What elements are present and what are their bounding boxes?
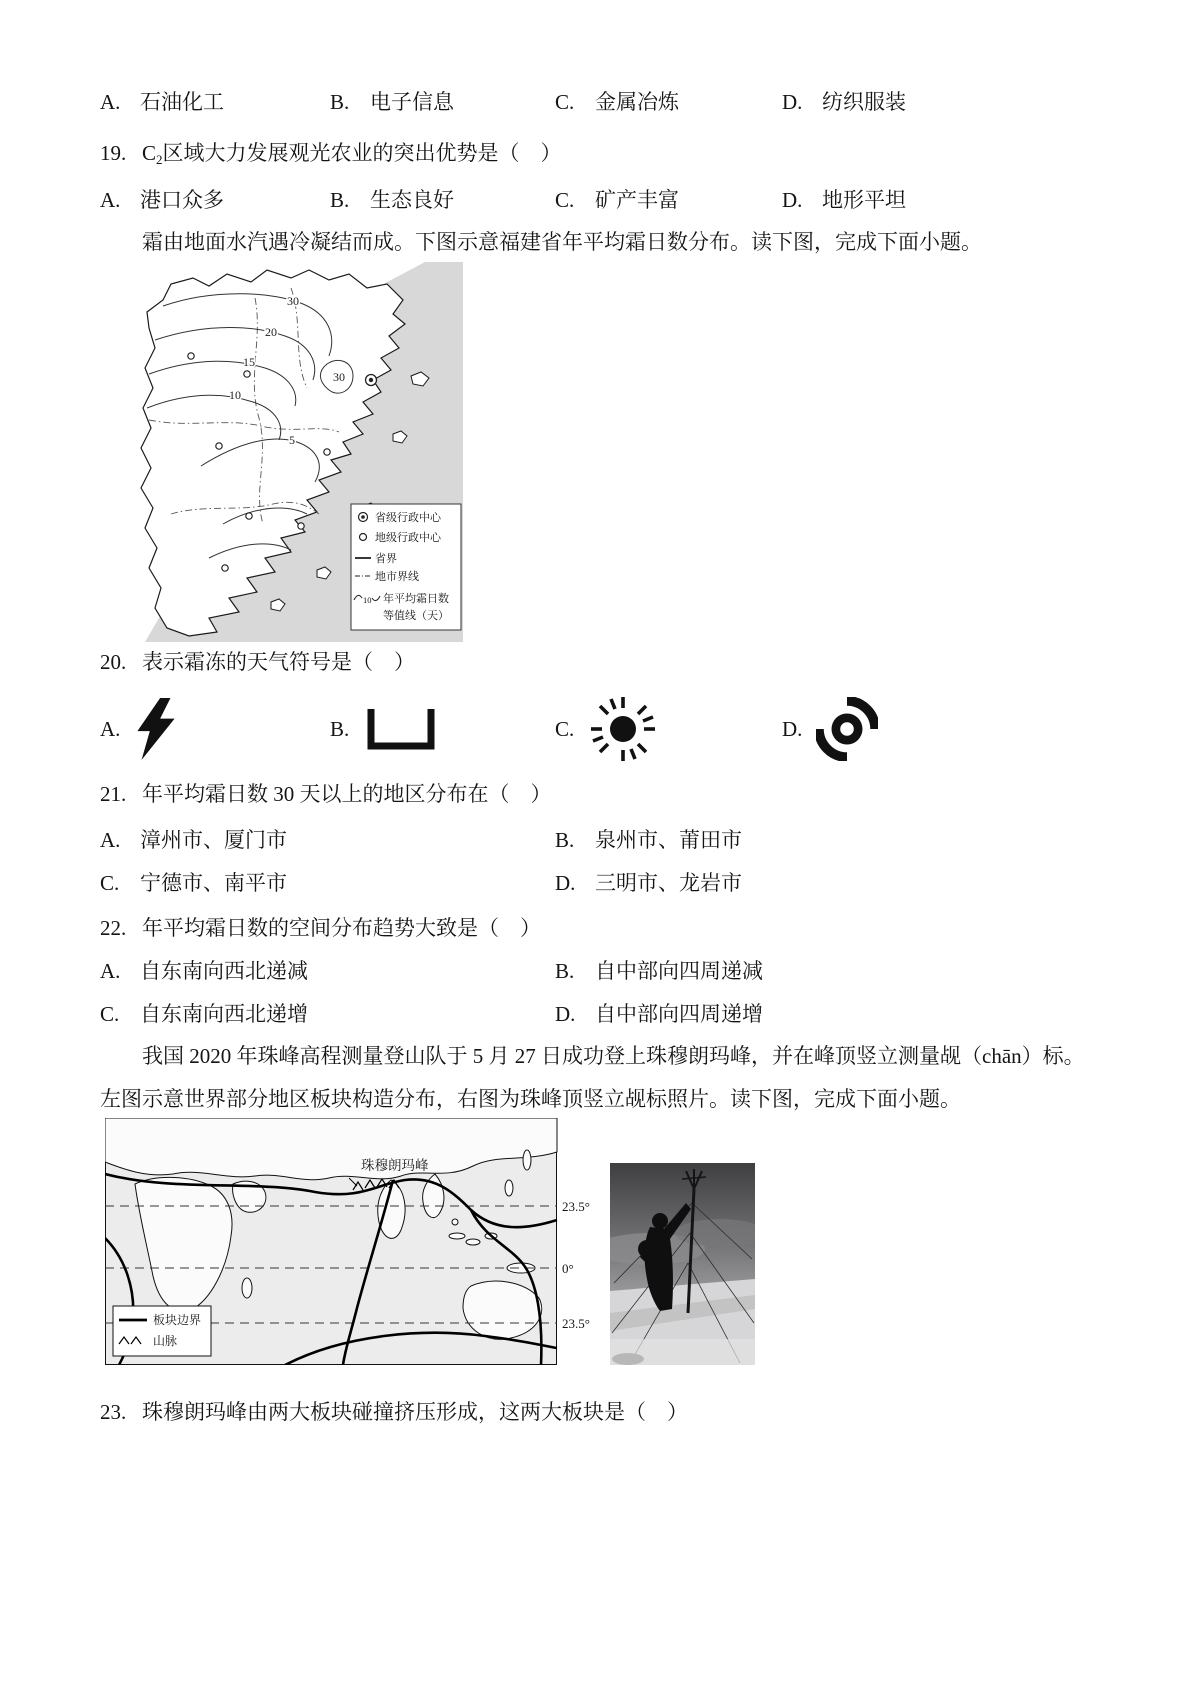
option-c-label: C. — [100, 871, 120, 895]
question-23-text: 珠穆朗玛峰由两大板块碰撞挤压形成，这两大板块是（ ） — [142, 1400, 688, 1424]
isoline-label-30: 30 — [287, 294, 299, 308]
legend-isoline-line2: 等值线（天） — [383, 610, 449, 622]
legend-isoline-value: 10 — [363, 595, 372, 605]
option-a-label: A. — [100, 188, 121, 212]
option-a-text: 漳州市、厦门市 — [140, 828, 287, 852]
option-c — [555, 690, 782, 768]
frost-material-intro: 霜由地面水汽遇冷凝结而成。下图示意福建省年平均霜日数分布。读下图，完成下面小题。 — [142, 230, 982, 254]
option-a-text: 港口众多 — [140, 188, 224, 212]
question-21-text: 年平均霜日数 30 天以上的地区分布在（ ） — [142, 782, 552, 806]
isoline-label-5: 5 — [289, 433, 295, 447]
option-c-label: C. — [555, 90, 575, 114]
option-c — [555, 184, 782, 214]
option-b-label: B. — [330, 90, 350, 114]
option-a-text: 自东南向西北递减 — [140, 959, 308, 983]
typhoon-icon — [816, 697, 878, 761]
option-b-label: B. — [555, 959, 575, 983]
option-d — [555, 998, 1110, 1028]
question-22-number: 22. — [100, 916, 127, 940]
legend-provincial-center: 省级行政中心 — [375, 512, 441, 524]
option-c-text: 矿产丰富 — [595, 188, 679, 212]
option-a — [100, 824, 555, 854]
option-a — [100, 955, 555, 985]
option-d-label: D. — [782, 188, 803, 212]
question-19-stem — [100, 137, 562, 168]
legend-isoline-line1: 年平均霜日数 — [383, 593, 449, 605]
question-18-options — [100, 86, 1110, 116]
lat-south-label: 23.5° — [562, 1316, 590, 1331]
question-21-options-row2 — [100, 867, 1110, 897]
option-a-text: 石油化工 — [140, 90, 224, 114]
frost-icon — [364, 705, 438, 753]
option-a-label: A. — [100, 959, 121, 983]
option-b-text: 泉州市、莆田市 — [595, 828, 742, 852]
option-d — [555, 867, 1110, 897]
equator-label: 0° — [562, 1261, 574, 1276]
question-21-options-row1 — [100, 824, 1110, 854]
option-d — [782, 690, 1110, 768]
option-c-text: 金属冶炼 — [595, 90, 679, 114]
question-19-text-prefix: C — [142, 141, 157, 165]
sun-icon — [589, 695, 657, 763]
question-20-text: 表示霜冻的天气符号是（ ） — [142, 650, 415, 674]
option-a-label: A. — [100, 90, 121, 114]
option-b-text: 生态良好 — [370, 188, 454, 212]
question-23-stem — [100, 1396, 688, 1426]
option-a — [100, 184, 330, 214]
option-b-label: B. — [330, 716, 350, 741]
map-legend — [351, 504, 461, 630]
legend-plate-boundary: 板块边界 — [153, 1313, 202, 1327]
option-a-label: A. — [100, 716, 121, 741]
question-21-number: 21. — [100, 782, 127, 806]
option-c — [100, 998, 555, 1028]
option-d-label: D. — [782, 716, 803, 741]
isoline-label-10: 10 — [229, 388, 241, 402]
option-a — [100, 86, 330, 116]
option-a-label: A. — [100, 828, 121, 852]
option-b — [555, 824, 1110, 854]
option-b-text: 自中部向四周递减 — [595, 959, 763, 983]
peak-label: 珠穆朗玛峰 — [361, 1158, 429, 1173]
question-19-options — [100, 184, 1110, 214]
lat-north-label: 23.5° — [562, 1199, 590, 1214]
question-20-stem — [100, 646, 415, 676]
prefecture-center-icon — [360, 534, 367, 541]
option-c-label: C. — [100, 1002, 120, 1026]
option-d-text: 纺织服装 — [822, 90, 906, 114]
question-21-stem — [100, 778, 552, 808]
question-22-options-row2 — [100, 998, 1110, 1028]
summit-photo — [610, 1163, 755, 1365]
option-c — [100, 867, 555, 897]
legend-province-boundary: 省界 — [375, 553, 397, 565]
option-d-label: D. — [555, 871, 576, 895]
option-b-label: B. — [555, 828, 575, 852]
question-19-number: 19. — [100, 141, 127, 165]
legend-prefecture-center: 地级行政中心 — [375, 532, 441, 544]
option-c-label: C. — [555, 188, 575, 212]
option-d-text: 地形平坦 — [822, 188, 906, 212]
legend-mountain: 山脉 — [153, 1334, 178, 1348]
question-22-stem — [100, 912, 541, 942]
question-22-options-row1 — [100, 955, 1110, 985]
question-19-subscript: 2 — [156, 152, 163, 167]
option-b-label: B. — [330, 188, 350, 212]
fujian-frost-map — [105, 262, 463, 642]
question-20-options — [100, 690, 1110, 768]
option-c — [555, 86, 782, 116]
everest-intro-line1: 我国 2020 年珠峰高程测量登山队于 5 月 27 日成功登上珠穆朗玛峰，并在峰顶竖立测量觇（chān）标。 — [142, 1044, 1085, 1068]
option-b — [330, 690, 555, 768]
isoline-label-30b: 30 — [333, 370, 345, 384]
plate-legend — [113, 1306, 211, 1356]
question-23-number: 23. — [100, 1400, 127, 1424]
provincial-capital-marker — [366, 375, 377, 386]
option-a — [100, 690, 330, 768]
option-b — [330, 184, 555, 214]
option-d-text: 自中部向四周递增 — [595, 1002, 763, 1026]
legend-city-boundary: 地市界线 — [375, 571, 419, 583]
option-c-text: 宁德市、南平市 — [140, 871, 287, 895]
option-d-text: 三明市、龙岩市 — [595, 871, 742, 895]
question-20-number: 20. — [100, 650, 127, 674]
option-d-label: D. — [555, 1002, 576, 1026]
question-19-text: 区域大力发展观光农业的突出优势是（ ） — [162, 141, 562, 165]
everest-intro-line2: 左图示意世界部分地区板块构造分布，右图为珠峰顶竖立觇标照片。读下图，完成下面小题。 — [100, 1087, 961, 1111]
option-c-label: C. — [555, 716, 575, 741]
option-b — [555, 955, 1110, 985]
option-b-text: 电子信息 — [370, 90, 454, 114]
plate-tectonics-map — [105, 1118, 605, 1365]
option-b — [330, 86, 555, 116]
option-c-text: 自东南向西北递增 — [140, 1002, 308, 1026]
question-22-text: 年平均霜日数的空间分布趋势大致是（ ） — [142, 916, 541, 940]
option-d — [782, 86, 1110, 116]
isoline-label-20: 20 — [265, 325, 277, 339]
lightning-icon — [134, 698, 178, 760]
isoline-label-15: 15 — [243, 355, 255, 369]
option-d-label: D. — [782, 90, 803, 114]
option-d — [782, 184, 1110, 214]
